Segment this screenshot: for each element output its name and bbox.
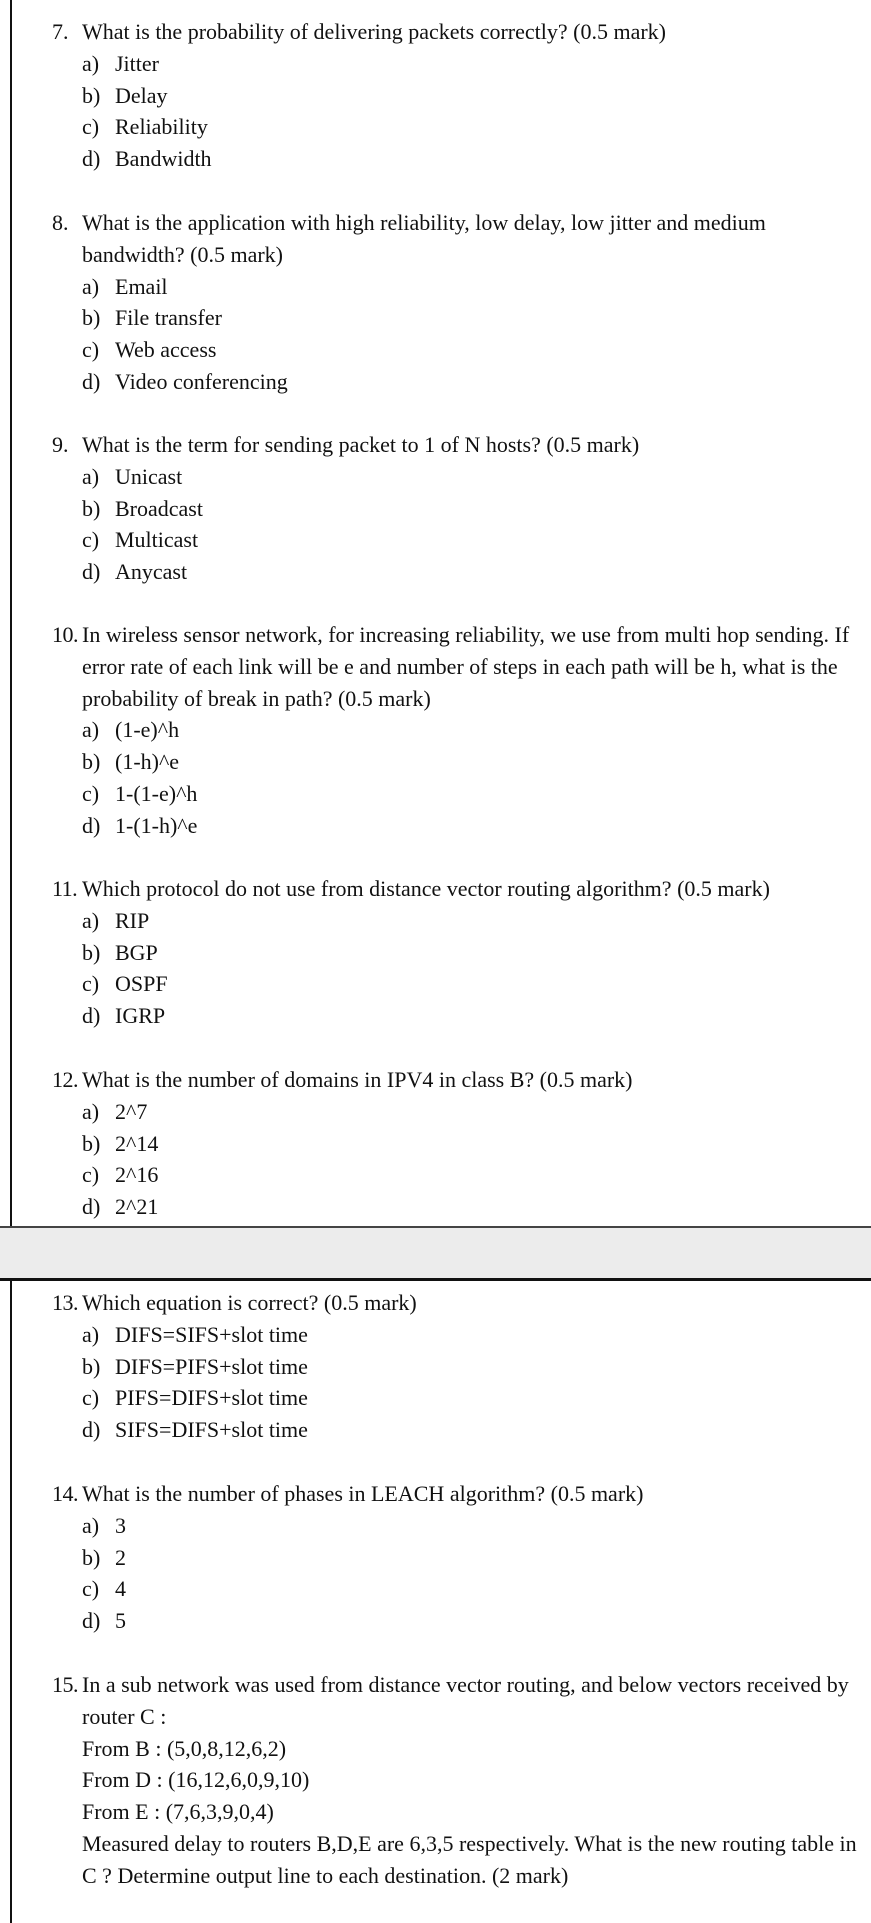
option-c: c) 2^16 <box>82 1162 159 1188</box>
question-number: 14. <box>52 1481 78 1506</box>
question-number: 11. <box>52 876 78 901</box>
left-margin-line <box>10 1281 12 1923</box>
question-number: 13. <box>52 1290 78 1315</box>
option-d: d) 2^21 <box>82 1194 159 1220</box>
question-number: 8. <box>52 210 69 235</box>
vector-from-e: From E : (7,6,3,9,0,4) <box>82 1799 274 1825</box>
question-7 <box>52 16 867 175</box>
question-number: 15. <box>52 1672 78 1697</box>
option-b: b) Delay <box>82 82 168 108</box>
left-margin-line <box>10 0 12 1226</box>
question-10 <box>52 619 867 842</box>
option-b: b) Broadcast <box>82 495 203 521</box>
question-9 <box>52 429 867 588</box>
option-a: a) (1-e)^h <box>82 717 180 743</box>
question-8 <box>52 207 867 398</box>
question-text: Which equation is correct? (0.5 mark) <box>82 1290 417 1315</box>
vector-from-d: From D : (16,12,6,0,9,10) <box>82 1767 310 1793</box>
option-c: c) Multicast <box>82 527 199 553</box>
question-text: In wireless sensor network, for increasing reliability, we use from multi hop sending. If error rate of each link will be e and number of steps in each path will be h, what is the probability of break in path? (0.5 mark) <box>82 622 850 711</box>
question-number: 10. <box>52 622 78 647</box>
option-b: b) (1-h)^e <box>82 749 180 775</box>
question-text: What is the application with high reliability, low delay, low jitter and medium bandwidth? (0.5 mark) <box>82 210 766 267</box>
option-d: d) 1-(1-h)^e <box>82 812 198 838</box>
option-a: a) DIFS=SIFS+slot time <box>82 1321 308 1347</box>
option-b: b) BGP <box>82 939 158 965</box>
page-break-gap <box>0 1226 871 1280</box>
option-a: a) Unicast <box>82 463 183 489</box>
option-d: d) SIFS=DIFS+slot time <box>82 1417 308 1443</box>
option-a: a) RIP <box>82 907 150 933</box>
option-b: b) 2^14 <box>82 1130 159 1156</box>
option-d: d) Video conferencing <box>82 368 288 394</box>
option-c: c) Web access <box>82 337 217 363</box>
option-d: d) IGRP <box>82 1003 166 1029</box>
question-text: What is the number of domains in IPV4 in class B? (0.5 mark) <box>82 1067 633 1092</box>
question-13 <box>52 1287 867 1446</box>
option-a: a) 2^7 <box>82 1098 148 1124</box>
exam-page-2 <box>0 1278 871 1923</box>
question-instruction: Measured delay to routers B,D,E are 6,3,5 respectively. What is the new routing table in C ? Determine output line to each destination. (2 mark) <box>82 1830 857 1888</box>
question-text: What is the term for sending packet to 1 of N hosts? (0.5 mark) <box>82 432 640 457</box>
vector-from-b: From B : (5,0,8,12,6,2) <box>82 1735 287 1761</box>
option-d: d) Bandwidth <box>82 146 212 172</box>
question-text: Which protocol do not use from distance vector routing algorithm? (0.5 mark) <box>82 876 770 901</box>
option-b: b) File transfer <box>82 305 222 331</box>
question-number: 9. <box>52 432 69 457</box>
option-b: b) 2 <box>82 1544 126 1570</box>
question-11 <box>52 873 867 1032</box>
option-c: c) PIFS=DIFS+slot time <box>82 1385 308 1411</box>
option-c: c) 4 <box>82 1576 126 1602</box>
question-14 <box>52 1478 867 1637</box>
question-12 <box>52 1064 867 1223</box>
question-number: 7. <box>52 19 69 44</box>
question-15 <box>52 1669 867 1892</box>
question-text: What is the number of phases in LEACH algorithm? (0.5 mark) <box>82 1481 644 1506</box>
option-a: a) Jitter <box>82 50 159 76</box>
question-number: 12. <box>52 1067 78 1092</box>
option-a: a) 3 <box>82 1512 126 1538</box>
option-d: d) 5 <box>82 1608 126 1634</box>
option-c: c) Reliability <box>82 114 208 140</box>
option-c: c) OSPF <box>82 971 168 997</box>
option-d: d) Anycast <box>82 559 188 585</box>
option-b: b) DIFS=PIFS+slot time <box>82 1353 308 1379</box>
question-text: What is the probability of delivering packets correctly? (0.5 mark) <box>82 19 667 44</box>
option-a: a) Email <box>82 273 168 299</box>
question-text: In a sub network was used from distance vector routing, and below vectors received by router C : <box>82 1672 849 1729</box>
option-c: c) 1-(1-e)^h <box>82 780 198 806</box>
